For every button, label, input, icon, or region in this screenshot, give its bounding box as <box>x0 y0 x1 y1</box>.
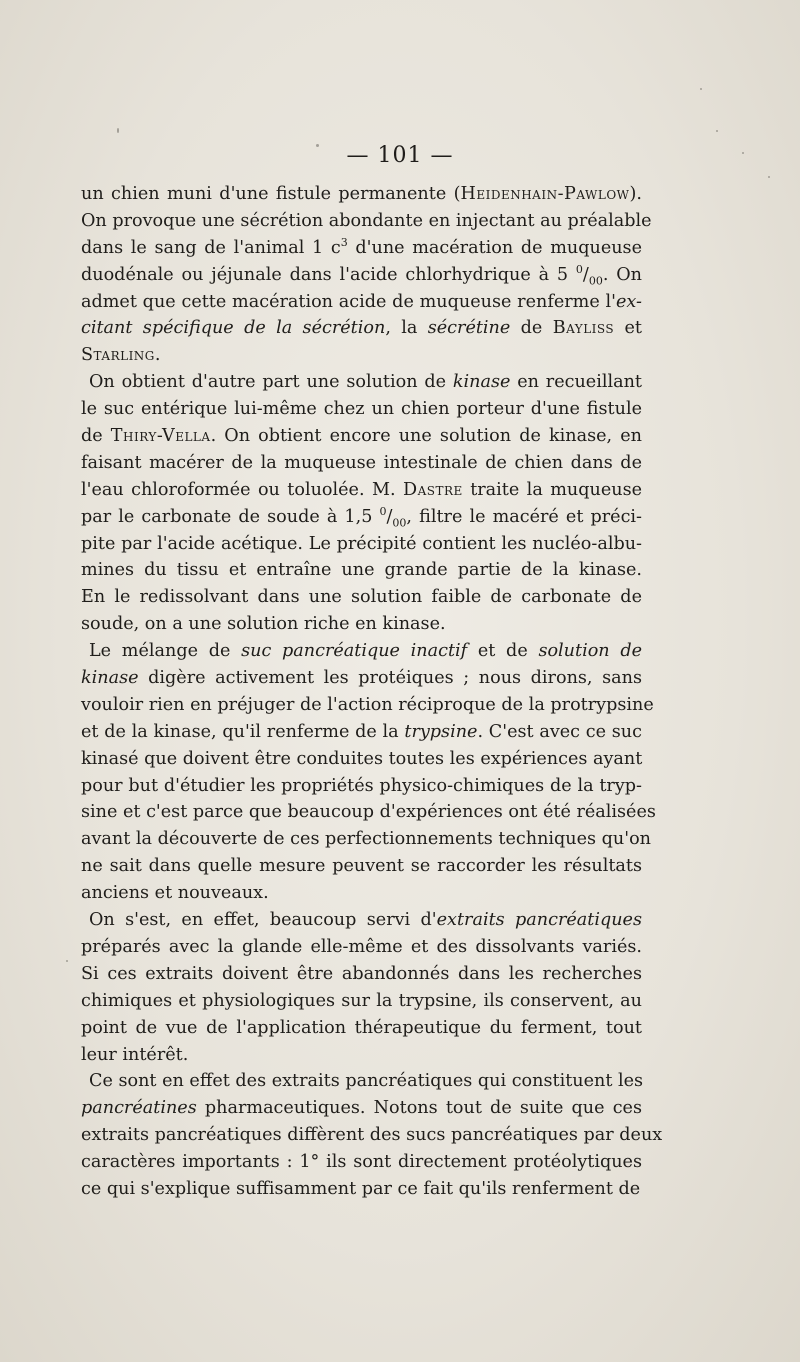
text-line <box>81 1015 642 1042</box>
text-line <box>81 1176 642 1203</box>
text-line <box>81 262 642 289</box>
text-span: 00 <box>588 274 603 288</box>
text-line <box>81 692 654 719</box>
text-line <box>81 450 642 477</box>
text-line <box>81 773 642 800</box>
paragraph <box>81 181 652 369</box>
text-span: Si ces extraits doivent être abandonnés dans les recherches <box>81 963 642 984</box>
text-span: pour but d'étudier les propriétés physico-chimiques de la tryp- <box>81 775 642 796</box>
text-span: ne sait dans quelle mesure peuvent se raccorder les résultats <box>81 856 642 877</box>
text-span: extraits pancréatiques diffèrent des sucs pancréatiques par deux <box>81 1125 663 1146</box>
text-line <box>81 719 642 746</box>
text-span: et de la kinase, qu'il renferme de la <box>81 721 405 742</box>
text-span: sine et c'est parce que beaucoup d'expériences ont été réalisées <box>81 802 656 823</box>
text-span: Heidenhain-Pawlow <box>460 184 630 204</box>
dust-speck <box>700 88 702 90</box>
text-line <box>81 1149 642 1176</box>
text-span: traite la muqueuse <box>462 479 643 500</box>
text-span: sécrétine <box>427 318 511 339</box>
text-span: de <box>510 318 553 339</box>
text-span: et de <box>467 641 539 662</box>
paragraph <box>81 907 642 1068</box>
text-line <box>81 531 642 558</box>
text-span: préparés avec la glande elle-même et des dissolvants variés. <box>81 936 642 957</box>
text-span: pite par l'acide acétique. Le précipité contient les nucléo-albu- <box>81 533 642 554</box>
text-span: duodénale ou jéjunale dans l'acide chlorhydrique à 5 <box>81 264 576 285</box>
text-line <box>81 988 642 1015</box>
text-span: ce qui s'explique suffisamment par ce fait qu'ils renferment de <box>81 1178 641 1199</box>
text-span: Bayliss <box>552 318 615 339</box>
text-line <box>81 396 642 423</box>
text-span: dans le sang de l'animal 1 c <box>81 237 341 258</box>
text-line <box>81 934 642 961</box>
text-span: citant spécifique de la sécrétion <box>81 318 386 339</box>
text-span: avant la découverte de ces perfectionnements techniques qu'on <box>81 829 652 850</box>
text-span: . On <box>602 264 642 285</box>
text-line <box>81 1068 642 1095</box>
text-span: le suc entérique lui-même chez un chien porteur d'une fistule <box>81 399 642 420</box>
text-span: chimiques et physiologiques sur la trypsine, ils conservent, au <box>81 990 642 1011</box>
dust-speck <box>66 960 68 962</box>
text-span: 0 <box>379 504 387 518</box>
text-span: 0 <box>575 262 583 276</box>
text-line <box>81 1095 642 1122</box>
text-line <box>81 826 652 853</box>
text-span: point de vue de l'application thérapeutique du ferment, tout <box>81 1017 642 1038</box>
text-span: Ce sont en effet des extraits pancréatiques qui constituent les <box>89 1071 644 1092</box>
text-span: On s'est, en effet, beaucoup servi d' <box>89 910 437 931</box>
text-span: Dastre <box>402 479 463 500</box>
text-span: On provoque une sécrétion abondante en injectant au préalable <box>81 210 652 231</box>
text-span: leur intérêt. <box>81 1044 189 1065</box>
text-line <box>81 961 642 988</box>
text-span: solution de <box>538 641 643 662</box>
text-span: trypsine <box>404 721 478 742</box>
text-line <box>81 181 642 208</box>
text-line <box>81 235 642 262</box>
text-span: mines du tissu et entraîne une grande partie de la kinase. <box>81 560 642 581</box>
text-span: suc pancréatique inactif <box>241 641 468 662</box>
text-line <box>81 746 642 773</box>
text-line <box>81 853 642 880</box>
text-span: par le carbonate de soude à 1,5 <box>81 506 380 527</box>
text-line <box>81 342 642 369</box>
text-line <box>81 638 642 665</box>
dust-speck <box>768 176 770 178</box>
text-line <box>81 315 642 342</box>
text-span: digère activement les protéiques ; nous dirons, sans <box>138 668 642 689</box>
text-span: ex- <box>616 291 642 312</box>
text-line <box>81 477 642 504</box>
text-span: soude, on a une solution riche en kinase. <box>81 614 446 635</box>
text-line <box>81 557 642 584</box>
text-span: . <box>154 345 161 366</box>
text-span: pancréatines <box>81 1098 197 1119</box>
body-text <box>81 181 663 1203</box>
text-span: . On obtient encore une solution de kinase, en <box>210 426 642 447</box>
page-number: — 101 — <box>346 143 454 168</box>
text-span: kinase <box>452 372 511 393</box>
text-span: 3 <box>340 235 348 249</box>
text-line <box>81 369 642 396</box>
text-span: , filtre le macéré et préci- <box>406 506 642 527</box>
text-span: l'eau chloroformée ou toluolée. M. <box>81 479 403 500</box>
text-span: kinasé que doivent être conduites toutes les expériences ayant <box>81 748 643 769</box>
text-span: vouloir rien en préjuger de l'action réciproque de la protrypsine <box>81 694 654 715</box>
text-span: faisant macérer de la muqueuse intestinale de chien dans de <box>81 452 642 473</box>
text-line <box>81 611 642 638</box>
text-line <box>81 665 642 692</box>
text-span: un chien muni d'une fistule permanente ( <box>81 184 461 204</box>
text-span: anciens et nouveaux. <box>81 883 269 904</box>
paragraph <box>81 369 642 638</box>
text-span: pharmaceutiques. Notons tout de suite que ces <box>196 1098 642 1119</box>
text-span: extraits pancréatiques <box>436 910 643 931</box>
text-span: . C'est avec ce suc <box>477 721 642 742</box>
text-span: , la <box>385 318 428 339</box>
text-span: 00 <box>392 516 407 530</box>
text-line <box>81 584 642 611</box>
text-span: Thiry-Vella <box>110 426 211 447</box>
text-span: d'une macération de muqueuse <box>347 237 642 258</box>
text-span: Le mélange de <box>89 641 242 662</box>
text-line <box>81 504 642 531</box>
text-line <box>81 1042 642 1069</box>
text-line <box>81 208 652 235</box>
text-span: / <box>582 264 589 285</box>
text-line <box>81 423 642 450</box>
text-span: Starling <box>81 345 155 366</box>
text-span: / <box>386 506 393 527</box>
dust-speck <box>117 128 119 133</box>
text-line <box>81 799 656 826</box>
text-span: On obtient d'autre part une solution de <box>89 372 453 393</box>
text-line <box>81 1122 663 1149</box>
text-span: caractères importants : 1° ils sont directement protéolytiques <box>81 1152 642 1173</box>
dust-speck <box>716 130 718 132</box>
text-line <box>81 907 642 934</box>
text-span: ). <box>629 184 642 204</box>
text-span: de <box>81 426 111 447</box>
text-line <box>81 289 642 316</box>
text-span: admet que cette macération acide de muqueuse renferme l' <box>81 291 617 312</box>
text-span: et <box>614 318 643 339</box>
text-span: kinase <box>81 668 139 689</box>
paragraph <box>81 638 656 907</box>
text-span: En le redissolvant dans une solution faible de carbonate de <box>81 587 642 608</box>
text-line <box>81 880 642 907</box>
paragraph <box>81 1068 663 1202</box>
text-span: en recueillant <box>510 372 642 393</box>
